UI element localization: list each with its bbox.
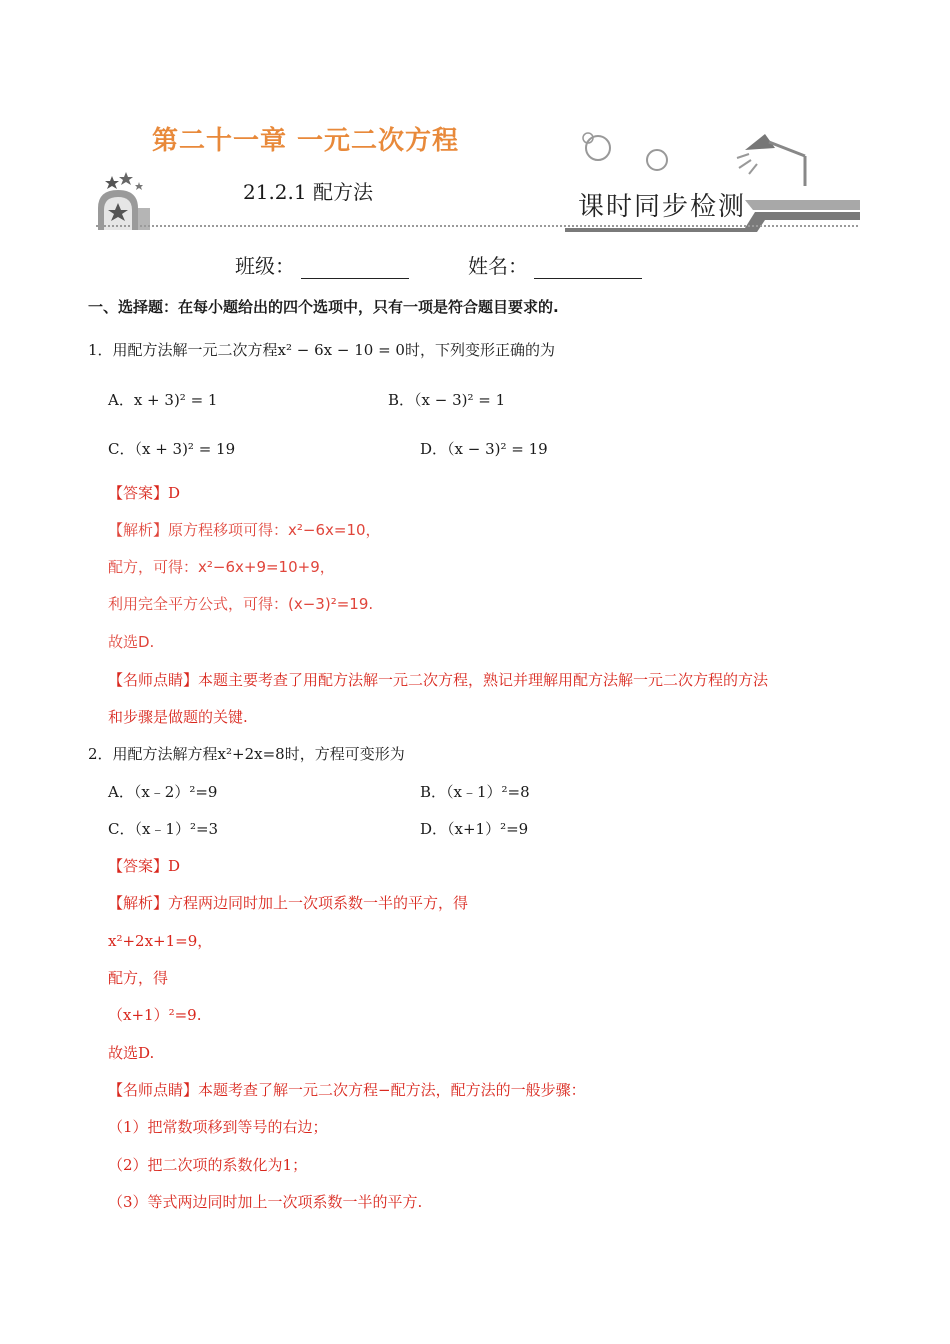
q1-analysis-1: 【解析】原方程移项可得：x²−6x=10， [108, 521, 381, 539]
name-label: 姓名： [468, 254, 528, 278]
q1-option-a: A．x + 3)² = 1 [108, 391, 218, 409]
class-field[interactable] [235, 250, 409, 279]
q2-analysis-4: （x+1）²=9. [108, 1006, 202, 1024]
q2-option-a: A．（x﹣2）²=9 [108, 783, 218, 801]
q1-option-c: C．（x + 3)² = 19 [108, 440, 236, 458]
q2-tip: 【名师点睛】本题考查了解一元二次方程−配方法，配方法的一般步骤： [108, 1081, 586, 1099]
q2-analysis-3: 配方，得 [108, 969, 169, 987]
q2-option-c: C．（x﹣1）²=3 [108, 820, 219, 838]
q1-stem: 1．用配方法解一元二次方程x² − 6x − 10 = 0时，下列变形正确的为 [88, 341, 555, 359]
q2-option-b: B．（x﹣1）²=8 [420, 783, 530, 801]
q2-answer: 【答案】D [108, 857, 181, 875]
q2-step-3: （3）等式两边同时加上一次项系数一半的平方. [108, 1193, 423, 1211]
class-label: 班级： [235, 254, 295, 278]
section-instruction: 一、选择题：在每小题给出的四个选项中，只有一项是符合题目要求的. [88, 298, 559, 316]
name-field[interactable] [468, 250, 642, 279]
q1-tip-2: 和步骤是做题的关键. [108, 708, 248, 726]
section-title: 21.2.1 配方法 [243, 180, 373, 204]
q1-answer: 【答案】D [108, 484, 181, 502]
q2-step-2: （2）把二次项的系数化为1； [108, 1156, 308, 1174]
chapter-title: 第二十一章 一元二次方程 [152, 126, 460, 156]
desk-lamp-icon [735, 128, 815, 188]
q2-stem: 2．用配方法解方程x²+2x=8时，方程可变形为 [88, 745, 405, 763]
q2-analysis-5: 故选D. [108, 1044, 155, 1062]
name-blank[interactable] [534, 258, 642, 279]
class-blank[interactable] [301, 258, 409, 279]
q2-analysis-1: 【解析】方程两边同时加上一次项系数一半的平方，得 [108, 894, 469, 912]
q1-tip-1: 【名师点睛】本题主要考查了用配方法解一元二次方程，熟记并理解用配方法解一元二次方程的方法 [108, 671, 769, 689]
bubbles-icon [580, 128, 670, 178]
header-divider [96, 225, 858, 231]
q2-analysis-2: x²+2x+1=9， [108, 932, 213, 950]
q1-analysis-4: 故选D. [108, 633, 155, 651]
q1-option-d: D．（x − 3)² = 19 [420, 440, 548, 458]
q1-analysis-3: 利用完全平方公式，可得：(x−3)²=19. [108, 595, 374, 613]
brand-title: 课时同步检测 [578, 192, 747, 222]
q1-option-b: B．（x − 3)² = 1 [388, 391, 506, 409]
q2-option-d: D．（x+1）²=9 [420, 820, 529, 838]
q1-analysis-2: 配方，可得：x²−6x+9=10+9， [108, 558, 335, 576]
q2-step-1: （1）把常数项移到等号的右边； [108, 1118, 328, 1136]
